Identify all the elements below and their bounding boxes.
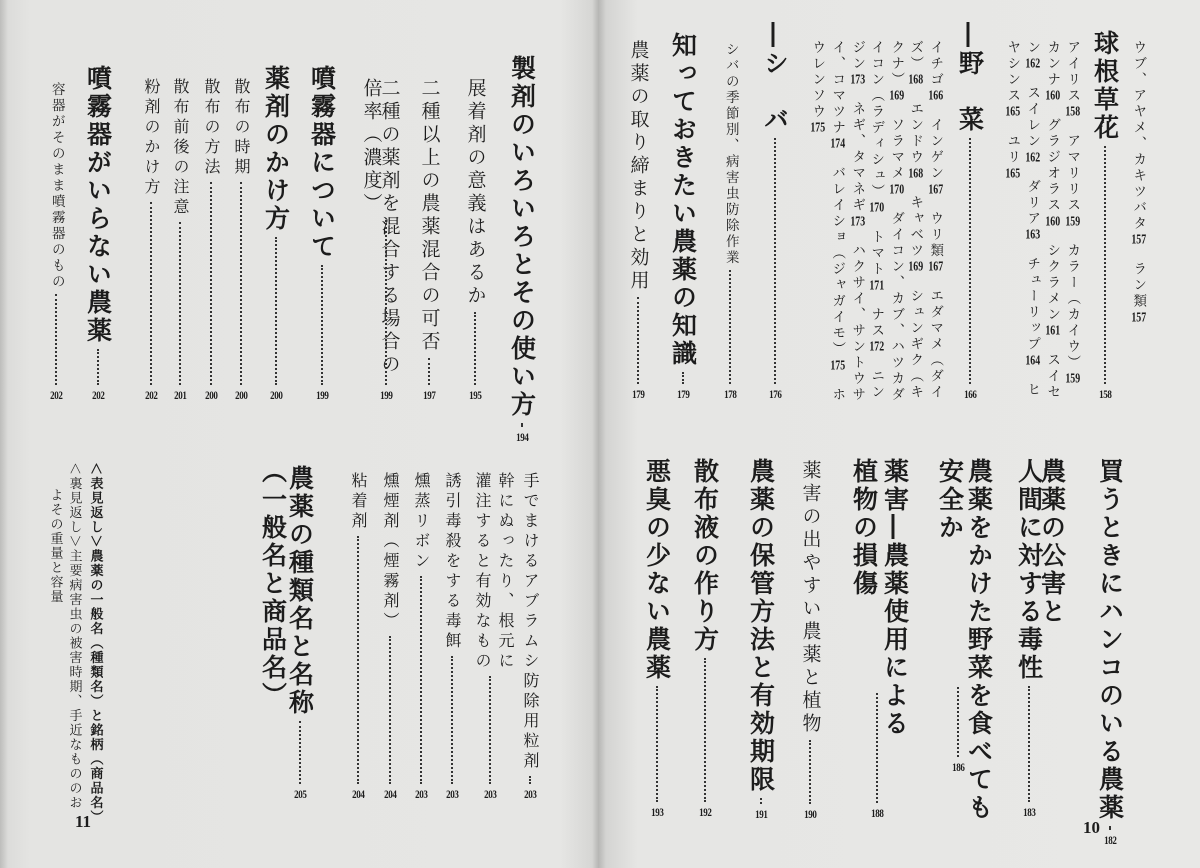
page-ref: 169 [889, 88, 905, 102]
entry-title: 散布前後の注意 [171, 78, 190, 218]
dot-leader [299, 721, 301, 784]
entry-title: 誘引毒殺をする毒餌 [443, 472, 462, 652]
toc-entry [713, 42, 747, 402]
page-ref: 157 [1131, 309, 1147, 323]
page-ref: 171 [869, 277, 885, 291]
entry-title: 散布の時期 [232, 78, 251, 178]
entry-page: 195 [468, 388, 482, 402]
dot-leader [240, 182, 242, 385]
vegetable-list-text: クナ）169 ソラマメ170 ダイコン、カブ、ハツカダ [888, 40, 905, 403]
toc-entry [688, 458, 722, 820]
vegetable-list-text: イ、コマツナ174 バレイショ（ジャガイモ）175 ホ [829, 40, 846, 403]
bulb-list-text: ン162 スイレン162 ダリア163 チューリップ164 ヒ [1024, 40, 1041, 398]
dot-leader [389, 636, 391, 784]
entry-page: 200 [234, 388, 248, 402]
toc-entry [1121, 40, 1155, 340]
page-ref: 159 [1065, 213, 1081, 227]
dot-leader [1104, 146, 1106, 384]
entry-page: 190 [803, 807, 817, 821]
entry-page: 192 [698, 805, 712, 819]
entry-title: 球根草花 [1090, 30, 1120, 142]
endpaper-note-text: よその重量と容量 [47, 488, 63, 604]
page-ref: 170 [889, 181, 905, 195]
dot-leader [521, 423, 523, 427]
entry-page: 203 [483, 787, 497, 801]
page-number: 10 [1083, 818, 1100, 837]
dot-leader [682, 372, 684, 384]
page-ref: 168 [908, 165, 924, 179]
page-ref: 162 [1025, 56, 1041, 70]
entry-page: 200 [269, 388, 283, 402]
dot-leader [969, 138, 971, 384]
entry-title: 散布液の作り方 [690, 458, 720, 654]
entry-title: シバの季節別、病害虫防除作業 [722, 42, 739, 266]
entry-title: 植物の損傷 [849, 458, 879, 598]
entry-title: 幹にぬったり、根元に [496, 472, 515, 672]
toc-entry [621, 40, 655, 402]
entry-page: 183 [1022, 805, 1036, 819]
dot-leader [876, 693, 878, 803]
entry-page: 179 [631, 387, 645, 401]
entry-page: 202 [91, 388, 105, 402]
endpaper-note-text: ＜表見返し＞農薬の一般名（種類名）と銘柄（商品名） [87, 462, 103, 825]
dot-leader [729, 270, 731, 384]
toc-entry [1093, 458, 1127, 847]
entry-page: 166 [963, 387, 977, 401]
dot-leader [774, 138, 776, 384]
entry-page: 199 [379, 388, 393, 402]
entry-title: ―野 菜 [955, 22, 985, 134]
entry-title: 農薬の種類名と名称 [285, 465, 315, 717]
vegetable-list-text: イチゴ166 インゲン167 ウリ類167 エダマメ（ダイ [927, 40, 944, 401]
toc-entry [962, 458, 996, 822]
page-ref: 175 [810, 120, 826, 134]
toc-entry [341, 472, 375, 802]
dot-leader [760, 798, 762, 804]
page-ref: 173 [850, 72, 866, 86]
toc-entry [640, 458, 674, 820]
page-ref: 164 [1025, 352, 1041, 366]
entry-title: 容器がそのまま噴霧器のもの [48, 82, 65, 290]
dot-leader [529, 776, 531, 784]
entry-title: （一般名と商品名） [258, 458, 288, 710]
entry-title: 粘着剤 [349, 472, 368, 532]
toc-entry [305, 65, 339, 403]
left-page [0, 0, 598, 868]
page-ref: 160 [1045, 88, 1061, 102]
dot-leader [1028, 686, 1030, 802]
entry-title: 薬害の出やすい農薬と植物 [799, 460, 822, 736]
bulb-list-text: カンナ160 グラジオラス160 シクラメン161 スイセ [1044, 40, 1061, 401]
page-ref: 175 [830, 357, 846, 371]
endpaper-note-text: ＜裏見返し＞主要病害虫の被害時期、手近なもののお [66, 462, 82, 811]
toc-entry [465, 472, 499, 802]
dot-leader [428, 358, 430, 385]
bulb-list-text: ヤシンス165 ユリ165 [1004, 40, 1021, 179]
entry-title: 農薬の取り締まりと効用 [627, 40, 650, 293]
entry-page: 203 [445, 787, 459, 801]
entry-title: 二種以上の農薬混合の可否 [418, 78, 441, 354]
page-ref: 159 [1065, 371, 1081, 385]
entry-title: 製剤のいろいろとその使い方 [507, 55, 537, 419]
dot-leader [55, 294, 57, 385]
bulb-list-line [995, 40, 1029, 380]
entry-title: 散布の方法 [202, 78, 221, 178]
entry-title: 悪臭の少ない農薬 [642, 458, 672, 682]
dot-leader [179, 222, 181, 385]
entry-title: 買うときにハンコのいる農薬 [1095, 458, 1125, 822]
entry-page: 204 [383, 787, 397, 801]
toc-entry [933, 458, 967, 820]
dot-leader [809, 740, 811, 804]
dot-leader [474, 312, 476, 385]
dot-leader [489, 676, 491, 784]
page-ref: 161 [1045, 323, 1061, 337]
entry-title: 手でまけるアブラムシ防除用粒剤 [521, 472, 540, 772]
toc-entry [259, 65, 293, 403]
toc-entry [505, 55, 539, 444]
entry-page: 197 [422, 388, 436, 402]
vegetable-list-text: ズ）168 エンドウ168 キャベツ169 シュンギク（キ [907, 40, 924, 401]
bulb-list-text: アイリス158 アマリリス159 カラー（カイウ）159 [1064, 40, 1081, 385]
entry-title: ―シ バ [760, 22, 790, 134]
page-ref: 165 [1005, 165, 1021, 179]
page-ref: 170 [869, 200, 885, 214]
entry-page: 186 [951, 760, 965, 774]
entry-title: 薬害―農薬使用による [880, 458, 910, 738]
entry-title: 農薬の保管方法と有効期限 [746, 458, 776, 794]
entry-page: 202 [144, 388, 158, 402]
entry-title: 農薬の公害と [1037, 458, 1067, 626]
toc-entry [39, 82, 73, 403]
entry-title: 薬剤のかけ方 [261, 65, 291, 233]
entry-page: 205 [293, 787, 307, 801]
page-ref: 168 [908, 72, 924, 86]
entry-title: 知っておきたい農薬の知識 [668, 32, 698, 368]
dot-leader [451, 656, 453, 784]
entry-page: 201 [173, 388, 187, 402]
entry-page: 199 [315, 388, 329, 402]
entry-page: 200 [204, 388, 218, 402]
toc-entry [953, 22, 987, 402]
toc-entry [1012, 458, 1046, 820]
entry-page: 188 [870, 806, 884, 820]
vegetable-list-text: イコン（ラディシュ）170 トマト171 ナス172 ニン [868, 40, 885, 401]
entry-page: 176 [768, 387, 782, 401]
entry-title: 灌注すると有効なもの [473, 472, 492, 672]
page-number: 11 [75, 812, 92, 831]
entry-title: 二種の薬剤を混合する場合の [378, 78, 401, 377]
dot-leader [385, 220, 387, 385]
toc-entry [373, 472, 407, 802]
entry-title: 噴霧器がいらない農薬 [83, 65, 113, 345]
page-ref: 173 [850, 213, 866, 227]
page-ref: 169 [908, 259, 924, 273]
entry-page: 158 [1098, 387, 1112, 401]
right-page [598, 0, 1200, 868]
toc-entry [878, 458, 912, 798]
dot-leader [704, 658, 706, 802]
page-ref: 157 [1131, 232, 1147, 246]
dot-leader [357, 536, 359, 784]
endpaper-note [38, 488, 72, 688]
toc-entry [793, 460, 827, 822]
toc-entry [256, 458, 290, 710]
page-ref: 172 [869, 339, 885, 353]
vegetable-list-text: ジン173 ネギ、タマネギ173 ハクサイ、サントウサ [849, 40, 866, 403]
toc-entry [744, 458, 778, 822]
entry-title: 倍率（濃度） [360, 78, 383, 216]
toc-entry [163, 78, 197, 403]
dot-leader [957, 687, 959, 757]
toc-entry [412, 78, 446, 403]
toc-entry [194, 78, 228, 403]
page-ref: 165 [1005, 104, 1021, 118]
page-ref: 167 [928, 259, 944, 273]
toc-entry [404, 472, 438, 802]
toc-entry [847, 458, 884, 820]
entry-title: 人間に対する毒性 [1014, 458, 1044, 682]
page-ref: 162 [1025, 149, 1041, 163]
toc-entry [224, 78, 258, 403]
dot-leader [275, 237, 277, 385]
entry-title: 燻蒸リボン [412, 472, 431, 572]
entry-page: 202 [49, 388, 63, 402]
entry-title: 農薬をかけた野菜を食べても [964, 458, 994, 822]
toc-entry [435, 472, 469, 802]
page-ref: 166 [928, 88, 944, 102]
dot-leader [637, 297, 639, 384]
page-ref: 163 [1025, 227, 1041, 241]
entry-title: 噴霧器について [307, 65, 337, 261]
entry-page: 193 [650, 805, 664, 819]
entry-page: 182 [1103, 833, 1117, 847]
entry-page: 204 [351, 787, 365, 801]
toc-entry [758, 22, 792, 402]
entry-title: ウブ、アヤメ、カキツバタ157 ラン類157 [1130, 40, 1147, 323]
dot-leader [150, 202, 152, 385]
entry-title: 燻煙剤（煙霧剤） [381, 472, 400, 632]
page-ref: 158 [1065, 104, 1081, 118]
entry-title: 展着剤の意義はあるか [464, 78, 487, 308]
dot-leader [656, 686, 658, 802]
toc-entry [1088, 30, 1122, 402]
vegetable-list-text: ウレンソウ175 [809, 40, 826, 134]
vegetable-list-line [800, 40, 834, 390]
entry-page: 203 [523, 787, 537, 801]
toc-entry [666, 32, 700, 402]
entry-page: 203 [414, 787, 428, 801]
dot-leader [1109, 826, 1111, 830]
entry-title: 安全か [935, 458, 965, 542]
dot-leader [420, 576, 422, 784]
dot-leader [321, 265, 323, 385]
entry-page: 178 [723, 387, 737, 401]
toc-entry [81, 65, 115, 403]
page-ref: 174 [830, 136, 846, 150]
entry-page: 191 [754, 807, 768, 821]
entry-page: 194 [515, 430, 529, 444]
entry-page: 179 [676, 387, 690, 401]
dot-leader [210, 182, 212, 385]
dot-leader [97, 349, 99, 385]
page-ref: 160 [1045, 213, 1061, 227]
page-ref: 167 [928, 181, 944, 195]
entry-title: 粉剤のかけ方 [142, 78, 161, 198]
toc-entry [134, 78, 168, 403]
toc-entry [458, 78, 492, 403]
